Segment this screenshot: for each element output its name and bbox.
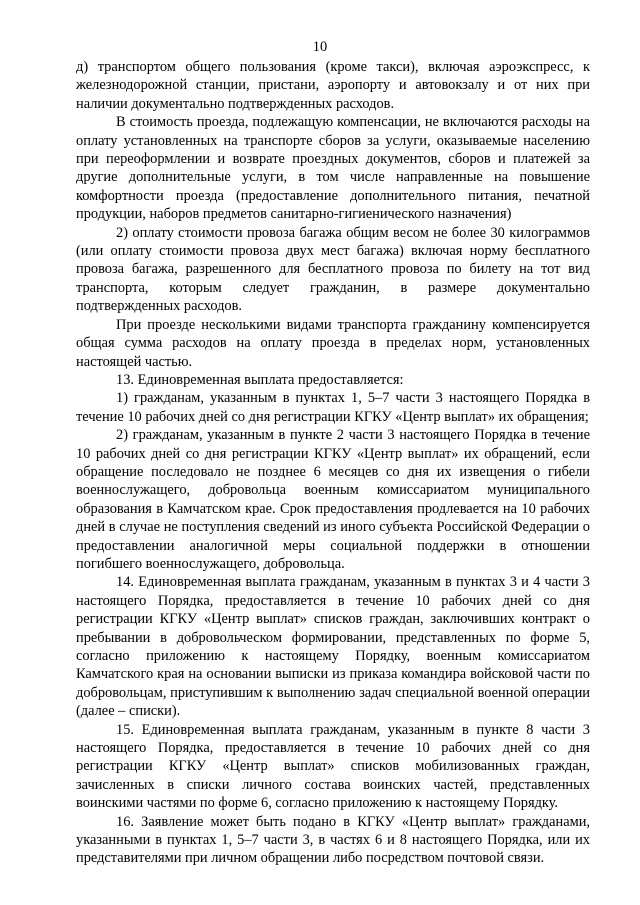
paragraph-cost-exclusions: В стоимость проезда, подлежащую компенсации, не включаются расходы на оплату установленных на транспорте сборов за услуги, оказываемые населению при переоформлении и возврате проездных документов, сборов и платежей за другие дополнительные услуги, в том числе направленные на повышение комфортности проезда (предоставление дополнительного питания, печатной продукции, наборов предметов санитарно-гигиенического назначения): [76, 114, 590, 223]
paragraph-transport-d: д) транспортом общего пользования (кроме такси), включая аэроэкспресс, к железнодорожной станции, пристани, аэропорту и автовокзалу и от них при наличии документально подтвержденных расходов.: [76, 59, 590, 112]
paragraph-item-15: 15. Единовременная выплата гражданам, указанным в пункте 8 части 3 настоящего Порядка, предоставляется в течение 10 рабочих дней со дня регистрации КГКУ «Центр выплат» списков мобилизованных граждан, зачисленных в списки личного состава воинских частей, представленных воинскими частями по форме 6, согласно приложению к настоящему Порядку.: [76, 721, 590, 812]
page-number: 10: [312, 39, 328, 55]
document-body: [76, 58, 590, 868]
paragraph-item-13-2: 2) гражданам, указанным в пункте 2 части 3 настоящего Порядка в течение 10 рабочих дней со дня регистрации КГКУ «Центр выплат» их обращений, если обращение последовало не позднее 6 месяцев со дня их извещения о гибели военнослужащего, добровольца военным комиссариатом муниципального образования в Камчатском крае. Срок предоставления продлевается на 10 рабочих дней в случае не поступления сведений из иного субъекта Российской Федерации о предоставлении аналогичной меры социальной поддержки в отношении погибшего военнослужащего, добровольца.: [76, 427, 590, 572]
paragraph-item-16: 16. Заявление может быть подано в КГКУ «Центр выплат» гражданами, указанными в пунктах 1, 5–7 части 3, в частях 6 и 8 настоящего Порядка, или их представителями при личном обращении либо посредством почтовой связи.: [76, 813, 590, 867]
paragraph-multiple-transport: При проезде несколькими видами транспорта гражданину компенсируется общая сумма расходов на оплату проезда в пределах норм, установленных настоящей частью.: [76, 316, 590, 370]
paragraph-item-13-1: 1) гражданам, указанным в пунктах 1, 5–7 части 3 настоящего Порядка в течение 10 рабочих дней со дня регистрации КГКУ «Центр выплат» их обращения;: [76, 390, 590, 425]
paragraph-item-14: 14. Единовременная выплата гражданам, указанным в пунктах 3 и 4 части 3 настоящего Порядка, предоставляется в течение 10 рабочих дней со дня регистрации КГКУ «Центр выплат» списков граждан, заключивших контракт о пребывании в добровольческом формировании, представленных по форме 5, согласно приложению к настоящему Порядку, военным комиссариатом Камчатского края на основании выписки из приказа командира войсковой части по добровольцам, приступившим к выполнению задач специальной военной операции (далее – списки).: [76, 574, 590, 720]
paragraph-item-13: 13. Единовременная выплата предоставляется:: [116, 371, 404, 388]
paragraph-baggage: 2) оплату стоимости провоза багажа общим весом не более 30 килограммов (или оплату стоимости провоза двух мест багажа) включая норму бесплатного провоза багажа, разрешенного для бесплатного провоза по билету на тот вид транспорта, которым следует гражданин, в размере документально подтвержденных расходов.: [76, 224, 590, 315]
